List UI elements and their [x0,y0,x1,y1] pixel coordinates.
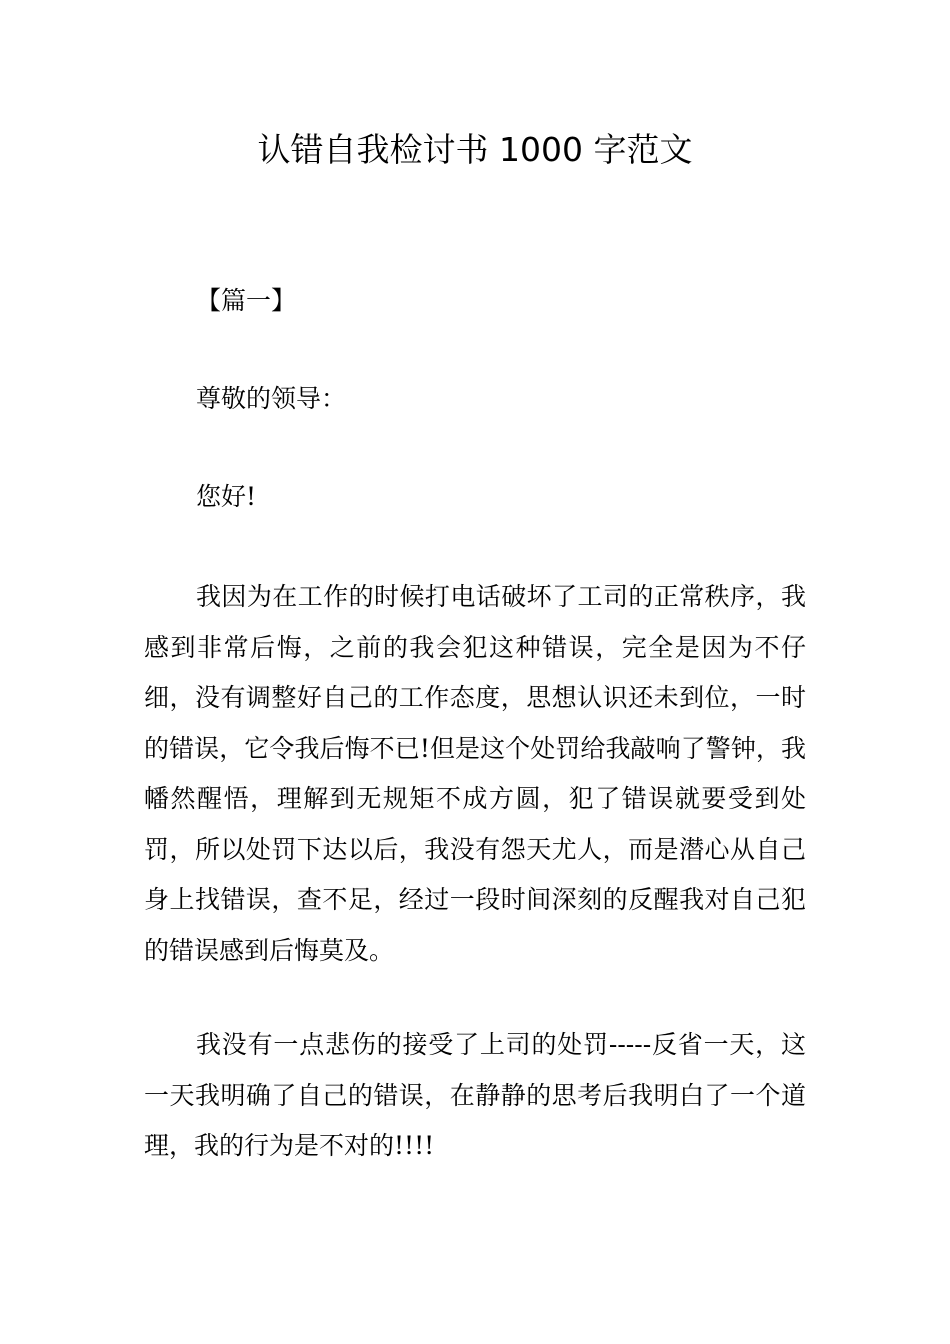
document-title: 认错自我检讨书 1000 字范文 [257,130,693,169]
salutation: 尊敬的领导： [196,384,347,413]
body-paragraph: 我因为在工作的时候打电话破坏了工司的正常秩序，我感到非常后悔，之前的我会犯这种错误，完全是因为不仔细，没有调整好自己的工作态度，思想认识还未到位，一时的错误，它令我后悔不已!但是这个处罚给我敲响了警钟，我幡然醒悟，理解到无规矩不成方圆，犯了错误就要受到处罚，所以处罚下达以后，我没有怨天尤人，而是潜心从自己身上找错误，查不足，经过一段时间深刻的反醒我对自己犯的错误感到后悔莫及。 [144,582,806,965]
greeting: 您好! [196,482,257,511]
body-paragraph: 我没有一点悲伤的接受了上司的处罚-----反省一天，这一天我明确了自己的错误，在静静的思考后我明白了一个道理，我的行为是不对的!!!! [144,1030,806,1160]
section-label: 【篇一】 [196,286,297,315]
